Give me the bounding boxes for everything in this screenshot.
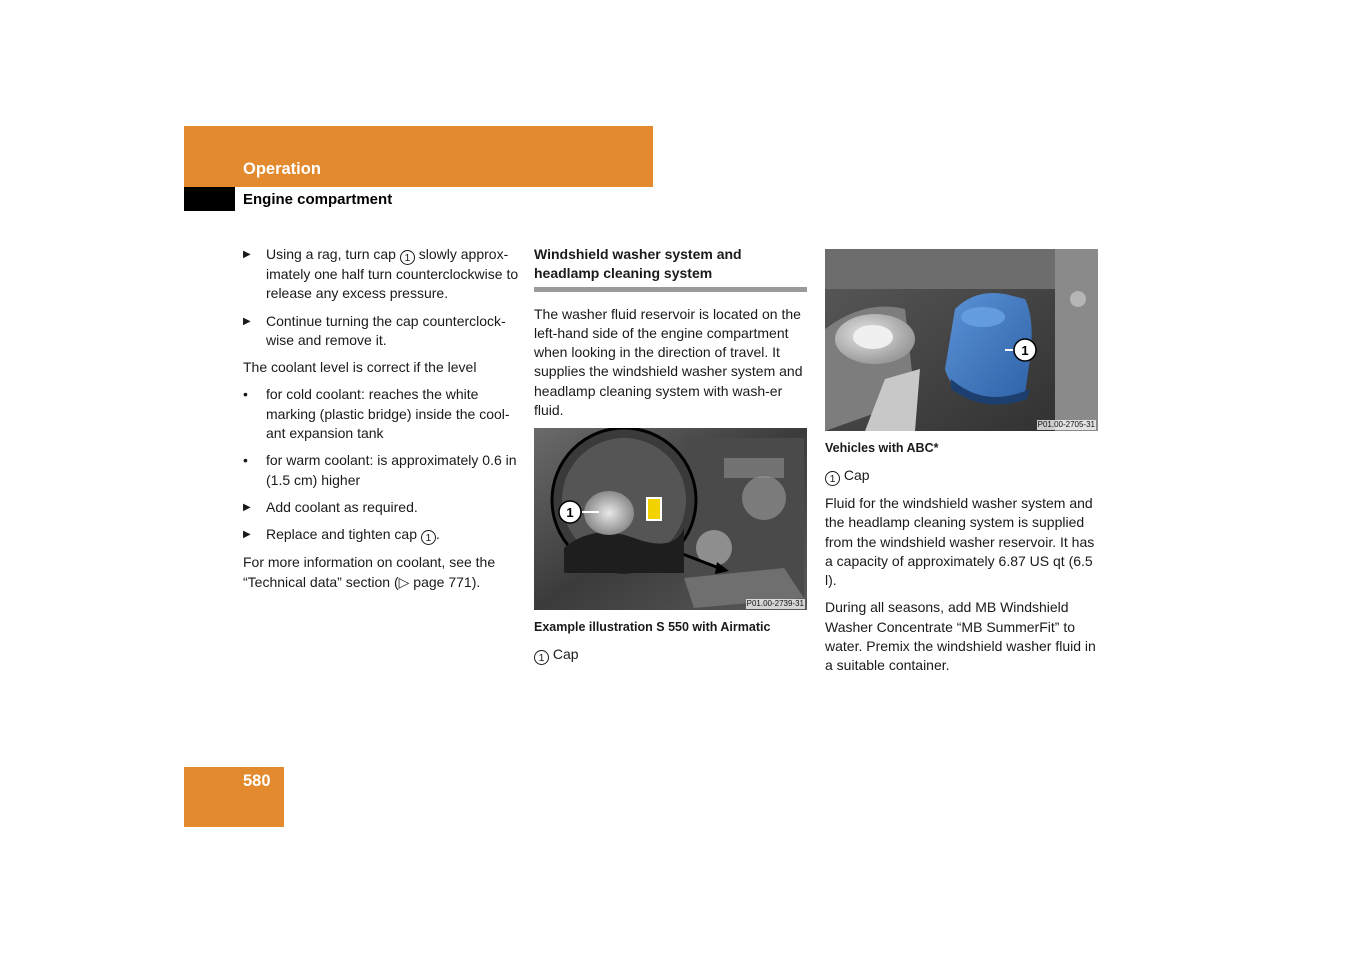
step-text: Using a rag, turn cap	[266, 246, 396, 262]
list-item-text: for warm coolant: is approximately 0.6 in (1.5 cm) higher	[266, 452, 517, 488]
page-reference-arrow-icon: ▷	[398, 573, 410, 590]
body-paragraph: During all seasons, add MB Windshield Washer Concentrate “MB SummerFit” to water. Premix the windshield washer fluid in a suitable container.	[825, 599, 1096, 674]
page-number: 580	[243, 772, 271, 790]
subsection-title: Engine compartment	[243, 191, 393, 208]
list-item	[243, 451, 519, 490]
callout-number-icon: 1	[421, 530, 436, 545]
triangle-right-icon: ▶	[243, 249, 251, 260]
image-reference-code: P01.00-2705-31	[1037, 420, 1095, 429]
section-heading: Windshield washer system and headlamp cleaning system	[534, 245, 807, 292]
step-text: slowly approx-imately one half turn counterclockwise to release any excess pressure.	[266, 246, 519, 302]
instruction-step	[243, 525, 519, 545]
image-reference-code: P01.00-2739-31	[746, 599, 804, 609]
step-text: Add coolant as required.	[266, 498, 418, 515]
bullet-dot-icon: •	[243, 452, 248, 469]
bullet-dot-icon: •	[243, 386, 248, 403]
instruction-step	[243, 245, 519, 304]
image-legend	[534, 645, 807, 665]
list-item-text: for cold coolant: reaches the white marking (plastic bridge) inside the cool-ant expansion tank	[266, 386, 510, 442]
callout-number-icon: 1	[400, 250, 415, 265]
section-tab-marker	[184, 187, 235, 211]
callout-number-icon: 1	[825, 471, 840, 486]
column-middle	[534, 245, 807, 673]
body-paragraph: The washer fluid reservoir is located on the left-hand side of the engine compartment when looking in the direction of travel. It supplies the windshield washer system and headlamp cleaning system with wash-er fluid.	[534, 305, 803, 419]
legend-text: Cap	[843, 467, 870, 483]
image-caption: Vehicles with ABC*	[825, 441, 939, 455]
image-legend	[825, 466, 1098, 486]
body-paragraph: The coolant level is correct if the level	[243, 359, 477, 376]
image-caption: Example illustration S 550 with Airmatic	[534, 620, 771, 635]
step-text: Continue turning the cap counterclock-wise and remove it.	[266, 312, 506, 348]
instruction-step	[243, 312, 519, 351]
instruction-step	[243, 498, 519, 517]
engine-compartment-photo-airmatic	[534, 428, 807, 610]
step-text: Replace and tighten cap	[266, 526, 417, 543]
callout-number-icon: 1	[534, 650, 549, 665]
body-paragraph: Fluid for the windshield washer system and the headlamp cleaning system is supplied from the windshield washer reservoir. It has a capacity of approximately 6.87 US qt (6.5 l).	[825, 495, 1095, 589]
step-text: .	[435, 526, 440, 543]
triangle-right-icon: ▶	[243, 315, 251, 327]
washer-reservoir-photo-abc	[825, 249, 1098, 431]
more-info-paragraph	[243, 553, 519, 592]
triangle-right-icon: ▶	[243, 501, 251, 513]
list-item	[243, 385, 519, 443]
photo-callout-number: 1	[1021, 343, 1029, 358]
triangle-right-icon: ▶	[243, 529, 251, 541]
photo-callout-number: 1	[566, 505, 574, 521]
column-left	[243, 245, 519, 600]
column-right	[825, 249, 1098, 684]
legend-text: Cap	[552, 646, 579, 663]
section-title: Operation	[243, 160, 321, 178]
page-reference-link[interactable]: page 771).	[409, 573, 481, 590]
more-info-text: For more information on coolant, see the “Technical data” section (	[243, 554, 496, 590]
